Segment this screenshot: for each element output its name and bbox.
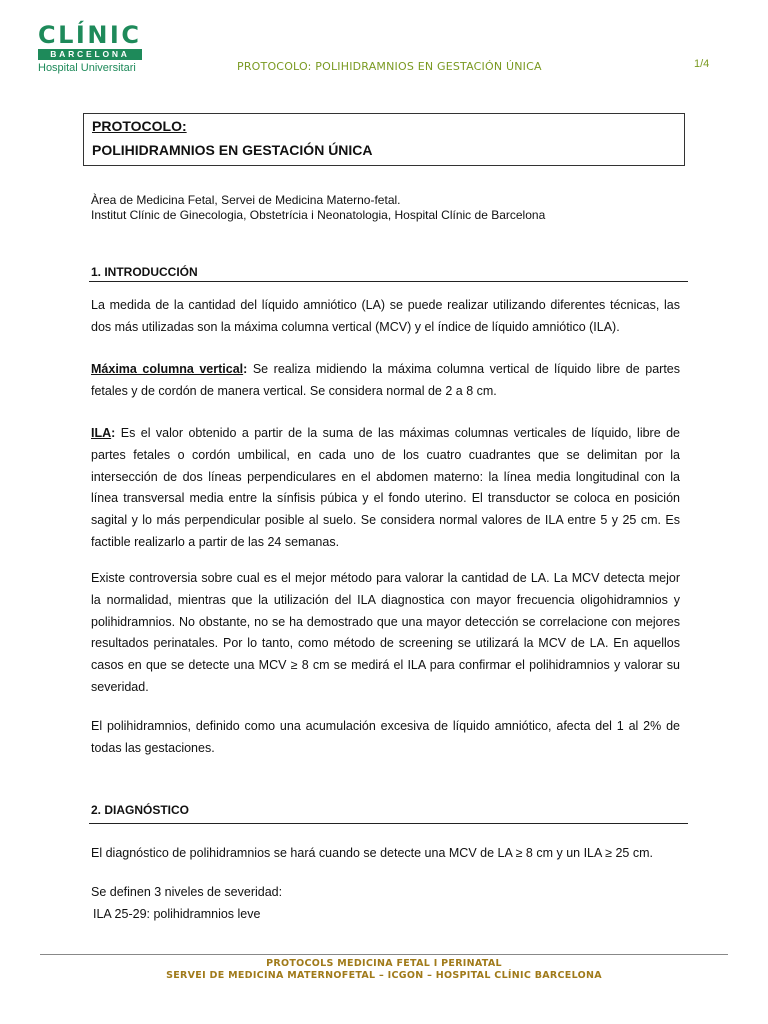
paragraph-severity-intro: Se definen 3 niveles de severidad: xyxy=(91,885,283,899)
paragraph-ila xyxy=(91,423,680,554)
term-ila-colon: : xyxy=(111,426,116,440)
section-divider xyxy=(89,281,688,282)
paragraph-mcv xyxy=(91,359,680,403)
document-title-box xyxy=(83,113,685,166)
logo-city-band: BARCELONA xyxy=(38,49,142,60)
section-divider xyxy=(89,823,688,824)
affiliation xyxy=(91,193,545,223)
term-ila: ILA xyxy=(91,426,112,440)
paragraph-prevalence: El polihidramnios, definido como una acumulación excesiva de líquido amniótico, afecta del 1 al 2% de todas las gestaciones. xyxy=(91,719,680,755)
hospital-logo xyxy=(38,22,142,75)
severity-level-mild: ILA 25-29: polihidramnios leve xyxy=(93,907,261,921)
definition-ila: Es el valor obtenido a partir de la suma de las máximas columnas verticales de líquido, libre de partes fetales o cordón umbilical, en cada uno de los cuatro cuadrantes que se delimitan por la intersección de dos líneas perpendiculares en el abdomen materno: la línea media longitudinal con la línea transversal media entre la sínfisis púbica y el fondo uterino. El transductor se coloca en posición sagital y lo más perpendicular posible al suelo. Se considera normal valores de ILA entre 5 y 25 cm. Es factible realizarlo a partir de las 24 semanas. xyxy=(91,426,680,549)
term-mcv: Máxima columna vertical xyxy=(91,362,244,376)
logo-wordmark: CLÍNIC xyxy=(38,21,142,49)
running-header-title: PROTOCOLO: POLIHIDRAMNIOS EN GESTACIÓN ÚNICA xyxy=(237,60,542,73)
definition-mcv: Se realiza midiendo la máxima columna vertical de líquido libre de partes fetales y de cordón de manera vertical. Se considera normal de 2 a 8 cm. xyxy=(91,362,680,398)
footer-divider xyxy=(40,954,728,955)
affiliation-line-2: Institut Clínic de Ginecologia, Obstetrícia i Neonatologia, Hospital Clínic de Barcelona xyxy=(91,208,546,222)
footer-line-2: SERVEI DE MEDICINA MATERNOFETAL – ICGON – HOSPITAL CLÍNIC BARCELONA xyxy=(166,970,602,981)
page-number: 1/4 xyxy=(694,58,710,70)
paragraph-intro: La medida de la cantidad del líquido amniótico (LA) se puede realizar utilizando diferentes técnicas, las dos más utilizadas son la máxima columna vertical (MCV) y el índice de líquido amniótico (ILA). xyxy=(91,298,680,334)
section-heading-introduccion: 1. INTRODUCCIÓN xyxy=(91,265,198,279)
footer-line-1: PROTOCOLS MEDICINA FETAL I PERINATAL xyxy=(266,958,502,969)
affiliation-line-1: Àrea de Medicina Fetal, Servei de Medicina Materno-fetal. xyxy=(91,193,401,207)
section-heading-diagnostico: 2. DIAGNÓSTICO xyxy=(91,803,190,817)
logo-subtitle: Hospital Universitari xyxy=(38,62,136,74)
term-mcv-colon: : xyxy=(243,362,248,376)
paragraph-controversy: Existe controversia sobre cual es el mejor método para valorar la cantidad de LA. La MCV detecta mejor la normalidad, mientras que la utilización del ILA diagnostica con mayor frecuencia oligohidramnios y polihidramnios. No obstante, no se ha demostrado que una mayor detección se correlacione con mejores resultados perinatales. Por lo tanto, como método de screening se utilizará la MCV de LA. En aquellos casos en que se detecte una MCV ≥ 8 cm se medirá el ILA para confirmar el polihidramnios y valorar su severidad. xyxy=(91,571,680,694)
paragraph-diagnosis: El diagnóstico de polihidramnios se hará cuando se detecte una MCV de LA ≥ 8 cm y un ILA ≥ 25 cm. xyxy=(91,846,653,860)
title-line-2: POLIHIDRAMNIOS EN GESTACIÓN ÚNICA xyxy=(92,142,373,158)
title-line-1: PROTOCOLO: xyxy=(92,118,187,134)
